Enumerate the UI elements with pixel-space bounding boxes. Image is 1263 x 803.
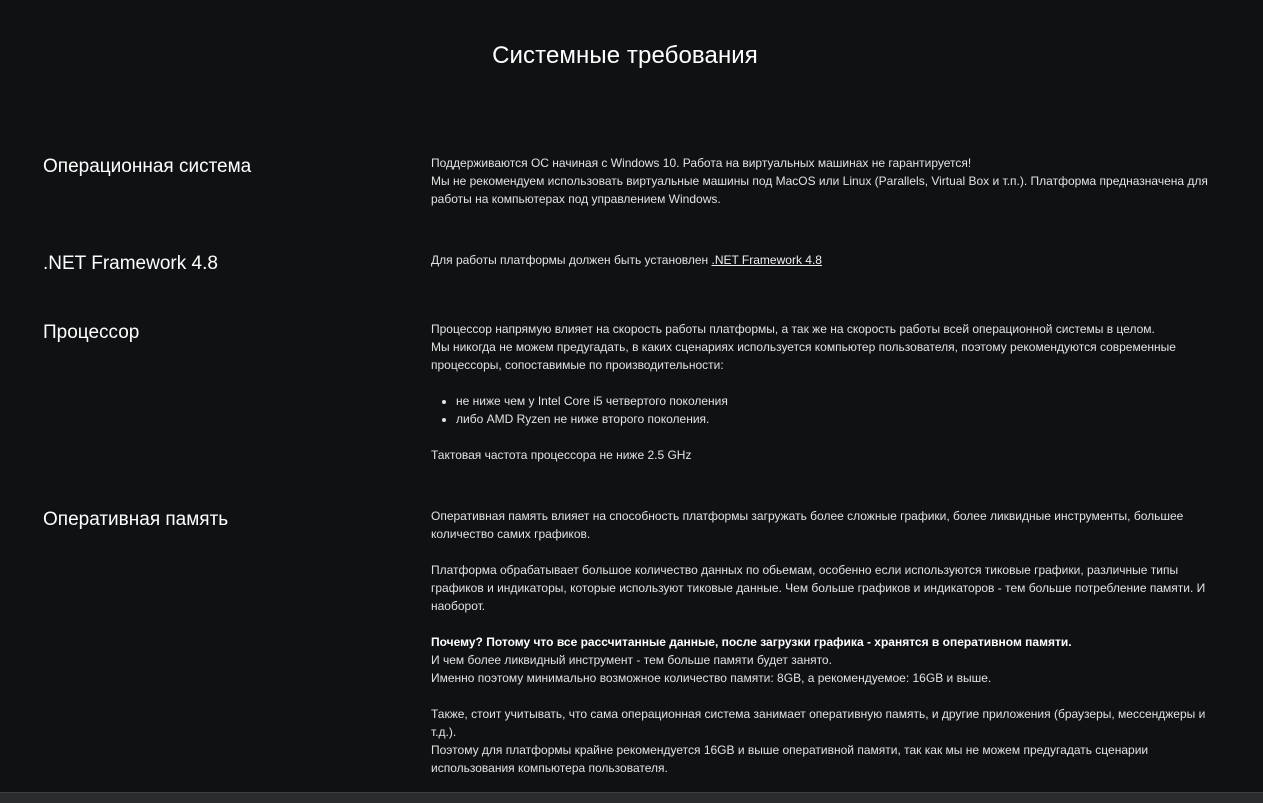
- heading-processor: Процессор: [43, 322, 140, 343]
- heading-operating-system: Операционная система: [43, 156, 252, 177]
- cpu-clock: Тактовая частота процессора не ниже 2.5 GHz: [431, 448, 692, 462]
- net-text: [431, 251, 1231, 269]
- cpu-line-2: Мы никогда не можем предугадать, в каких сценариях используется компьютер пользователя, поэтому рекомендуются современные процессоры, сопоставимые по производительности:: [431, 340, 1176, 372]
- ram-paragraph-2: Платформа обрабатывает большое количество данных по обьемам, особенно если используются тиковые графики, различные типы графиков и индикаторы, которые используют тиковые данные. Чем больше графиков и индикаторов - тем больше потребление памяти. И наоборот.: [431, 563, 1206, 613]
- heading-ram: Оперативная память: [43, 509, 229, 530]
- ram-bold-why: Почему? Потому что все рассчитанные данные, после загрузки графика - хранятся в оперативном памяти.: [431, 635, 1072, 649]
- ram-line-c: Также, стоит учитывать, что сама операционная система занимает оперативную память, и другие приложения (браузеры, мессенджеры и т.д.).: [431, 707, 1206, 739]
- bottom-scrollbar[interactable]: [0, 792, 1263, 803]
- ram-description: [431, 507, 1231, 777]
- cpu-bullet-list: [431, 392, 1231, 428]
- os-description: [431, 154, 1231, 208]
- net-text-label: Для работы платформы должен быть установлен: [431, 253, 712, 267]
- cpu-bullet-amd: • либо AMD Ryzen не ниже второго поколения.: [456, 410, 1231, 428]
- os-line-2: Мы не рекомендуем использовать виртуальные машины под MacOS или Linux (Parallels, Virtual Box и т.п.). Платформа предназначена для работы на компьютерах под управлением Windows.: [431, 174, 1208, 206]
- os-line-1: Поддерживаются ОС начиная с Windows 10. Работа на виртуальных машинах не гарантируется!: [431, 156, 972, 170]
- cpu-line-1: Процессор напрямую влияет на скорость работы платформы, а так же на скорость работы всей операционной системы в целом.: [431, 322, 1155, 336]
- ram-paragraph-1: Оперативная память влияет на способность платформы загружать более сложные графики, более ликвидные инструменты, большее количество самих графиков.: [431, 509, 1184, 541]
- page-title: Системные требования: [492, 42, 758, 69]
- ram-line-b: Именно поэтому минимально возможное количество памяти: 8GB, а рекомендуемое: 16GB и выше.: [431, 671, 992, 685]
- cpu-description: [431, 320, 1231, 464]
- heading-net-framework: .NET Framework 4.8: [43, 253, 218, 274]
- net-description: [431, 251, 1231, 269]
- ram-line-d: Поэтому для платформы крайне рекомендуется 16GB и выше оперативной памяти, так как мы не можем предугадать сценарии использования компьютера пользователя.: [431, 743, 1149, 775]
- ram-line-a: И чем более ликвидный инструмент - тем больше памяти будет занято.: [431, 653, 832, 667]
- net-framework-link[interactable]: .NET Framework 4.8: [711, 253, 822, 267]
- cpu-bullet-intel: • не ниже чем у Intel Core i5 четвертого поколения: [456, 392, 1231, 410]
